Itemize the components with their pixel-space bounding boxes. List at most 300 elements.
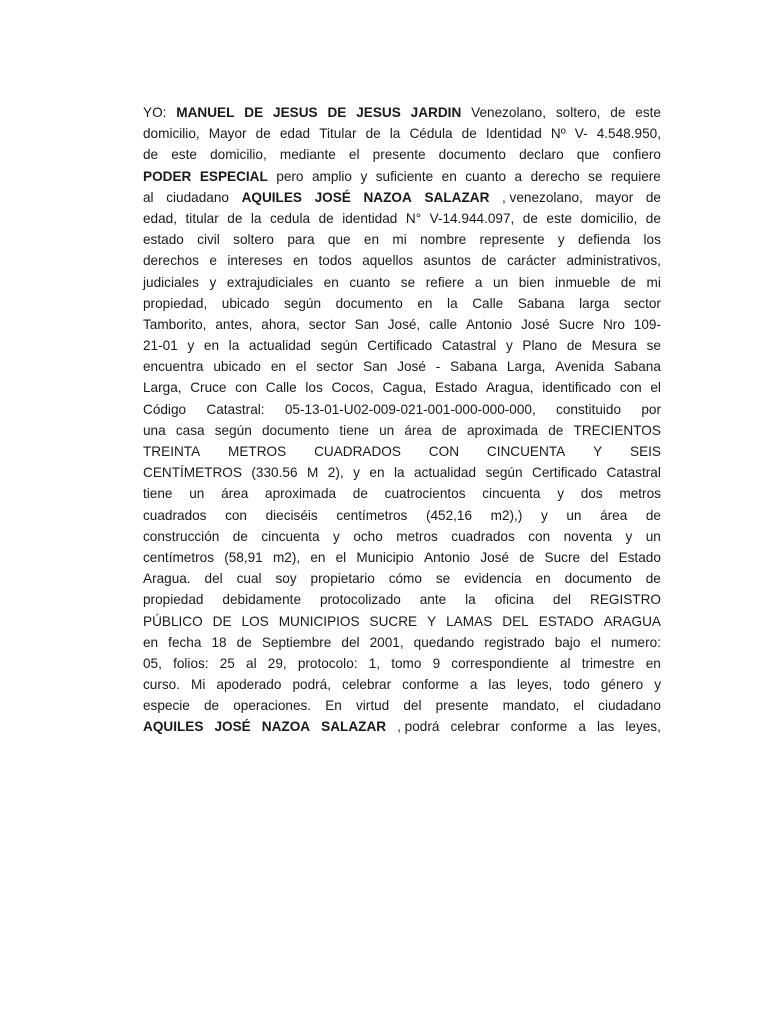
bold-word: JESUS: [356, 105, 401, 120]
word: en: [645, 655, 661, 671]
word: CENTÍMETROS: [143, 465, 242, 481]
word: la: [228, 338, 240, 354]
word: Plano: [522, 338, 558, 354]
word: de: [352, 486, 368, 502]
word: DE: [212, 613, 232, 629]
word: En: [325, 698, 342, 714]
word: de: [610, 105, 626, 120]
word: requiere: [610, 168, 661, 184]
word: cual: [236, 571, 262, 587]
word: de: [255, 126, 271, 142]
word: y: [540, 507, 548, 523]
word: pero: [276, 168, 304, 184]
word: del: [552, 592, 572, 608]
word: área: [600, 507, 628, 523]
text-line: [143, 356, 661, 377]
word: en: [535, 571, 551, 587]
word: el: [573, 698, 585, 714]
bold-word: SALAZAR: [424, 189, 490, 205]
word: Cagua,: [382, 380, 427, 396]
word: ubicado: [213, 359, 261, 375]
word: en: [310, 549, 326, 565]
word: Cédula: [409, 126, 453, 142]
word: Nro: [602, 316, 625, 332]
word: el: [335, 549, 347, 565]
word: según: [485, 465, 523, 481]
word: aproximada: [467, 422, 539, 438]
word: 05,: [143, 655, 162, 671]
word: domicilio,: [580, 210, 638, 226]
word: declaro: [519, 147, 564, 163]
word: San: [354, 316, 379, 332]
word: tomo: [391, 655, 422, 671]
word: Avenida: [555, 359, 605, 375]
word: soy: [275, 571, 297, 587]
word: 29,: [267, 655, 287, 671]
word: todos: [318, 253, 352, 269]
word: la: [389, 126, 401, 142]
word: TRECIENTOS: [573, 422, 661, 438]
word: DEL: [502, 613, 529, 629]
word: folios:: [173, 655, 209, 671]
word: metros: [396, 528, 438, 544]
word: y: [209, 274, 217, 290]
word: Identidad: [485, 126, 542, 142]
word: carácter: [506, 253, 557, 269]
word: SEIS: [630, 444, 661, 459]
word: cuadrados: [143, 507, 207, 523]
word: calle: [429, 316, 458, 332]
word: sector: [316, 359, 354, 375]
word: propiedad: [143, 592, 204, 608]
word: conforme: [510, 719, 568, 735]
word: 1,: [368, 655, 381, 671]
word: Mayor: [208, 126, 247, 142]
word: ahora,: [261, 316, 300, 332]
word: actualidad: [414, 465, 477, 481]
word: , podrá: [397, 719, 440, 735]
word: Certificado: [367, 338, 433, 354]
word: construcción: [143, 528, 220, 544]
word: de: [232, 528, 248, 544]
word: (58,91: [224, 549, 263, 565]
word: METROS: [228, 444, 287, 459]
word: titular: [185, 210, 219, 226]
word: a: [474, 274, 483, 290]
word: de: [566, 338, 582, 354]
word: larga: [579, 295, 610, 311]
word: el: [348, 147, 360, 163]
word: e: [209, 253, 217, 269]
word: de: [236, 634, 252, 650]
bold-word: JARDIN: [410, 105, 462, 120]
word: mi: [392, 232, 407, 248]
text-line: [143, 568, 661, 589]
word: y: [557, 486, 564, 502]
text-line: [143, 695, 661, 716]
word: Mesura: [591, 338, 637, 354]
word: Sabana: [450, 359, 498, 375]
word: un: [189, 486, 205, 502]
word: a: [578, 719, 586, 735]
word: género: [600, 677, 644, 693]
word: en: [363, 232, 380, 248]
word: la: [393, 465, 405, 481]
bold-word: DE: [327, 105, 347, 120]
word: 109-: [633, 316, 661, 332]
word: edad: [279, 126, 311, 142]
word: sector: [308, 316, 346, 332]
word: protocolizado: [319, 592, 401, 608]
word: área: [221, 486, 249, 502]
word: CINCUENTA: [486, 444, 566, 459]
word: un: [645, 528, 661, 544]
text-line: [143, 250, 661, 271]
text-line: [143, 589, 661, 610]
word: Calle: [472, 295, 504, 311]
text-line: [143, 483, 661, 504]
word: Sucre: [544, 549, 581, 565]
word: MUNICIPIOS: [278, 613, 360, 629]
word: mayor: [595, 189, 634, 205]
word: en: [369, 465, 385, 481]
word: ubicado: [221, 295, 270, 311]
word: en: [203, 338, 220, 354]
word: encuentra: [143, 359, 204, 375]
word: antes,: [215, 316, 253, 332]
word: con: [528, 528, 551, 544]
word: todo: [563, 677, 590, 693]
word: 2001,: [369, 634, 404, 650]
word: en: [292, 253, 309, 269]
word: protocolo:: [297, 655, 358, 671]
text-line: [143, 314, 661, 335]
word: 4.548.950,: [596, 126, 661, 142]
word: la: [447, 295, 458, 311]
word: y: [353, 465, 360, 481]
word: asuntos: [423, 253, 471, 269]
word: quedando: [413, 634, 475, 650]
word: centímetros: [143, 549, 215, 565]
word: Código: [143, 401, 187, 417]
word: Larga,: [143, 380, 182, 396]
word: al: [143, 189, 154, 205]
word: propietario: [310, 571, 375, 587]
bold-word: AQUILES: [241, 189, 302, 205]
word: evidencia: [464, 571, 522, 587]
word: centímetros: [336, 507, 408, 523]
text-line: [143, 716, 661, 737]
word: ante: [419, 592, 447, 608]
text-line: [143, 102, 661, 123]
word: CON: [428, 444, 460, 459]
word: Titular: [319, 126, 357, 142]
text-line: [143, 653, 661, 674]
word: inmueble: [555, 274, 611, 290]
word: documento: [564, 571, 632, 587]
bold-word: NAZOA: [363, 189, 412, 205]
word: Calle: [265, 380, 297, 396]
word: derechos: [143, 253, 199, 269]
bold-word: JESUS: [273, 105, 318, 120]
text-line: [143, 166, 661, 187]
word: mi: [646, 274, 661, 290]
word: documento: [438, 147, 506, 163]
word: ciudadano: [166, 189, 229, 205]
word: curso.: [143, 677, 181, 693]
word: casa: [175, 422, 205, 438]
word: por: [641, 401, 661, 417]
word: civil: [197, 232, 220, 248]
word: 9: [432, 655, 441, 671]
word: V-14.944.097,: [429, 210, 515, 226]
word: administrativos,: [566, 253, 661, 269]
text-line: [143, 674, 661, 695]
word: aquellos: [362, 253, 413, 269]
word: un: [379, 422, 395, 438]
word: judiciales: [143, 274, 199, 290]
text-line: [143, 420, 661, 441]
word: con: [225, 507, 247, 523]
word: registrado: [484, 634, 545, 650]
word: cuadrados: [451, 528, 515, 544]
word: una: [143, 422, 166, 438]
word: cómo: [388, 571, 422, 587]
word: Catastral: [441, 338, 497, 354]
word: de: [645, 571, 661, 587]
word: amplio: [311, 168, 352, 184]
word: ESTADO: [538, 613, 594, 629]
word: del: [341, 634, 360, 650]
word: Aragua.: [143, 571, 191, 587]
word: de: [227, 210, 243, 226]
word: , venezolano,: [502, 189, 583, 205]
word: sector: [623, 295, 661, 311]
word: Certificado: [532, 465, 597, 481]
word: Venezolano,: [471, 105, 546, 120]
word: edad,: [143, 210, 178, 226]
word: (330.56: [251, 465, 298, 481]
text-line: [143, 187, 661, 208]
word: Larga,: [506, 359, 546, 375]
word: que: [327, 232, 351, 248]
word: leyes,: [625, 719, 661, 735]
bold-word: PODER: [143, 168, 192, 184]
word: fecha: [168, 634, 202, 650]
word: TREINTA: [143, 444, 201, 459]
word: y: [557, 232, 565, 248]
word: cuanto: [349, 274, 391, 290]
word: y: [360, 168, 368, 184]
text-line: [143, 377, 661, 398]
text-line: [143, 272, 661, 293]
word: ciudadano: [598, 698, 661, 714]
text-line: [143, 208, 661, 229]
word: bien: [518, 274, 545, 290]
word: -: [435, 359, 441, 375]
word: cuatrocientos: [384, 486, 466, 502]
word: refiere: [425, 274, 465, 290]
bold-word: MANUEL: [176, 105, 235, 120]
word: Nº: [550, 126, 566, 142]
word: 2),: [327, 465, 344, 481]
text-line: [143, 123, 661, 144]
word: de: [522, 210, 538, 226]
word: los: [305, 380, 323, 396]
text-line: [143, 632, 661, 653]
word: de: [461, 126, 477, 142]
word: V-: [574, 126, 588, 142]
word: Cocos,: [331, 380, 374, 396]
word: numero:: [611, 634, 661, 650]
word: de: [203, 698, 220, 714]
word: actualidad: [248, 338, 311, 354]
word: 25: [219, 655, 235, 671]
word: defienda: [578, 232, 631, 248]
word: LAMAS: [446, 613, 493, 629]
word: de: [519, 549, 535, 565]
word: de: [620, 274, 636, 290]
word: de: [143, 147, 159, 163]
word: José: [520, 316, 550, 332]
word: Estado: [434, 380, 478, 396]
word: este: [635, 105, 661, 120]
word: Sabana: [517, 295, 565, 311]
word: identidad: [342, 210, 398, 226]
bold-word: DE: [244, 105, 264, 120]
word: represente: [479, 232, 545, 248]
word: Mi: [191, 677, 206, 693]
word: área: [404, 422, 432, 438]
text-line: [143, 399, 661, 420]
word: en: [441, 168, 457, 184]
word: m2),: [272, 549, 301, 565]
word: extrajudiciales: [226, 274, 314, 290]
word: documento: [335, 295, 403, 311]
word: de: [318, 210, 334, 226]
word: con: [235, 380, 258, 396]
word: los: [643, 232, 661, 248]
word: dieciséis: [265, 507, 318, 523]
word: en: [417, 295, 433, 311]
word: especie: [143, 698, 190, 714]
word: y: [505, 338, 513, 354]
word: N°: [405, 210, 422, 226]
word: Antonio: [465, 316, 513, 332]
word: constituido: [556, 401, 622, 417]
word: Y: [593, 444, 603, 459]
text-line: [143, 144, 661, 165]
word: M: [306, 465, 319, 481]
word: ocho: [353, 528, 383, 544]
word: las: [488, 677, 506, 693]
word: derecho: [530, 168, 580, 184]
word: 21-01: [143, 338, 178, 354]
word: en: [143, 634, 159, 650]
word: PÚBLICO: [143, 613, 203, 629]
word: que: [576, 147, 600, 163]
word: cincuenta: [482, 486, 541, 502]
text-line: [143, 462, 661, 483]
word: José: [480, 549, 510, 565]
word: propiedad,: [143, 295, 208, 311]
word: correspondiente: [451, 655, 549, 671]
word: con: [619, 380, 642, 396]
word: San: [363, 359, 388, 375]
word: presente: [372, 147, 426, 163]
word: y: [654, 677, 661, 693]
word: según: [320, 338, 358, 354]
word: en: [323, 274, 339, 290]
word: trimestre: [581, 655, 635, 671]
word: YO:: [143, 105, 167, 120]
word: del: [403, 698, 422, 714]
word: Catastral: [606, 465, 661, 481]
word: dos: [580, 486, 603, 502]
word: cincuenta: [261, 528, 320, 544]
word: a: [469, 677, 478, 693]
text-line: [143, 229, 661, 250]
word: se: [588, 168, 603, 184]
word: debidamente: [222, 592, 302, 608]
word: al: [246, 655, 257, 671]
word: un: [566, 507, 582, 523]
word: estado: [143, 232, 184, 248]
word: en: [270, 359, 286, 375]
word: Sabana: [614, 359, 661, 375]
word: REGISTRO: [590, 592, 661, 608]
word: el: [650, 380, 661, 396]
word: 05-13-01-U02-009-021-001-000-000-000,: [284, 401, 536, 417]
word: Septiembre: [261, 634, 332, 650]
word: Catastral:: [206, 401, 265, 417]
word: Municipio: [356, 549, 414, 565]
word: Antonio: [424, 549, 471, 565]
word: y: [333, 528, 340, 544]
word: de: [441, 422, 457, 438]
word: del: [590, 549, 609, 565]
word: cuanto: [465, 168, 507, 184]
word: de: [645, 210, 661, 226]
word: cedula: [270, 210, 311, 226]
bold-word: NAZOA: [261, 719, 311, 735]
word: a: [514, 168, 523, 184]
bold-word: JOSÉ: [314, 189, 351, 205]
word: la: [465, 592, 476, 608]
word: según: [283, 295, 322, 311]
word: metros: [619, 486, 661, 502]
word: SUCRE: [369, 613, 418, 629]
word: José,: [387, 316, 421, 332]
word: del: [204, 571, 223, 587]
word: y: [625, 528, 633, 544]
word: aproximada: [265, 486, 337, 502]
word: de: [365, 126, 381, 142]
word: Tamborito,: [143, 316, 207, 332]
text-line: [143, 335, 661, 356]
word: Aragua,: [485, 380, 534, 396]
word: la: [250, 210, 262, 226]
word: confiero: [612, 147, 661, 163]
word: intereses: [227, 253, 283, 269]
word: virtud: [355, 698, 390, 714]
bold-word: AQUILES: [143, 719, 204, 735]
word: al: [559, 655, 571, 671]
word: de: [645, 507, 661, 523]
word: nombre: [420, 232, 467, 248]
word: mediante: [279, 147, 336, 163]
word: operaciones.: [233, 698, 312, 714]
